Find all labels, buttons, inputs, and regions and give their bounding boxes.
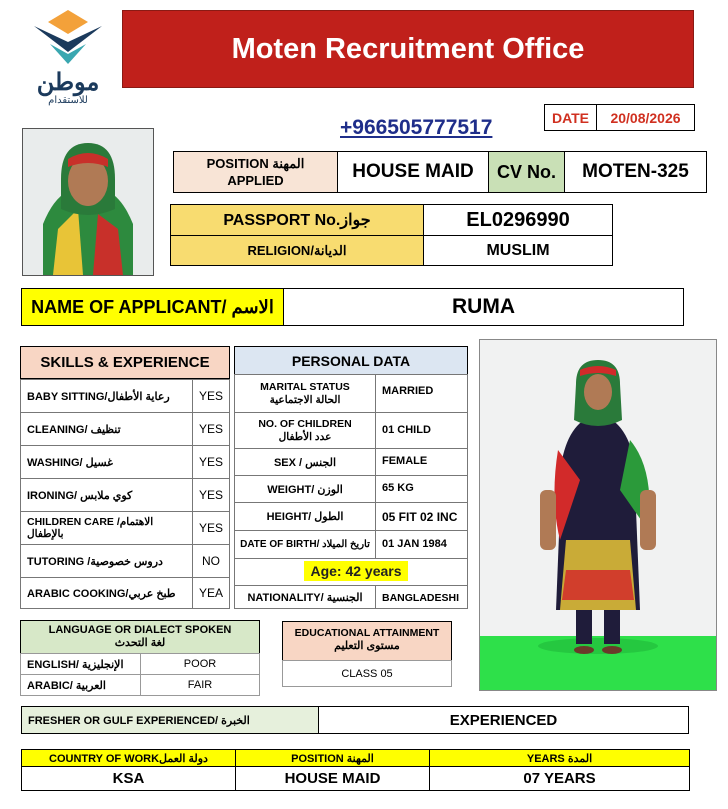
education-title-ar: مستوى التعليم xyxy=(334,640,400,652)
skill-value: YEA xyxy=(192,578,229,609)
applicant-name-value: RUMA xyxy=(283,288,684,326)
skill-value: NO xyxy=(192,545,229,578)
weight-value: 65 KG xyxy=(375,475,468,503)
skill-label: WASHING/ غسيل xyxy=(21,446,193,479)
skill-value: YES xyxy=(192,512,229,545)
religion-label: RELIGION/الديانة xyxy=(170,235,424,266)
dob-value: 01 JAN 1984 xyxy=(375,530,468,559)
experience-label: FRESHER OR GULF EXPERIENCED/ الخبرة xyxy=(21,706,319,734)
logo-mark-icon xyxy=(28,8,108,66)
language-title: LANGUAGE OR DIALECT SPOKEN xyxy=(48,624,232,636)
cv-value: MOTEN-325 xyxy=(564,151,707,193)
skill-label: BABY SITTING/رعاية الأطفال xyxy=(21,380,193,413)
skill-value: YES xyxy=(192,446,229,479)
office-title: Moten Recruitment Office xyxy=(231,32,585,65)
position-value: HOUSE MAID xyxy=(337,151,489,193)
position-label: POSITION المهنة APPLIED xyxy=(173,151,338,193)
company-logo xyxy=(28,8,108,106)
education-title: EDUCATIONAL ATTAINMENT xyxy=(294,627,440,639)
skill-label: TUTORING /دروس خصوصية xyxy=(21,545,193,578)
language-title-box xyxy=(20,620,260,654)
work-years-header: YEARS المدة xyxy=(429,749,690,767)
skill-label: CLEANING/ تنظيف xyxy=(21,413,193,446)
education-title-box xyxy=(282,621,452,661)
table-row xyxy=(21,545,230,578)
office-title-banner xyxy=(122,10,694,88)
nationality-value: BANGLADESHI xyxy=(375,585,468,609)
table-row xyxy=(21,446,230,479)
age-value: Age: 42 years xyxy=(304,561,408,581)
children-label: NO. OF CHILDREN عدد الأطفال xyxy=(234,412,376,449)
applicant-name-label: NAME OF APPLICANT/ الاسم xyxy=(21,288,284,326)
work-country-value: KSA xyxy=(21,766,236,791)
table-row xyxy=(21,578,230,609)
language-english-label: ENGLISH/ الإنجليزية xyxy=(20,653,141,675)
work-position-value: HOUSE MAID xyxy=(235,766,430,791)
date-label: DATE xyxy=(544,104,597,131)
skill-label: IRONING/ كوي ملابس xyxy=(21,479,193,512)
experience-value: EXPERIENCED xyxy=(318,706,689,734)
work-years-value: 07 YEARS xyxy=(429,766,690,791)
passport-value: EL0296990 xyxy=(423,204,613,236)
skill-value: YES xyxy=(192,380,229,413)
table-row xyxy=(21,380,230,413)
marital-status-label: MARITAL STATUS الحالة الاجتماعية xyxy=(234,374,376,413)
skill-value: YES xyxy=(192,479,229,512)
table-row xyxy=(21,512,230,545)
table-row xyxy=(21,413,230,446)
work-country-header: COUNTRY OF WORKدولة العمل xyxy=(21,749,236,767)
sex-label: SEX / الجنس xyxy=(234,448,376,476)
applicant-portrait-photo xyxy=(22,128,154,276)
cv-label: CV No. xyxy=(488,151,565,193)
religion-value: MUSLIM xyxy=(423,235,613,266)
height-value: 05 FIT 02 INC xyxy=(375,502,468,531)
marital-status-value: MARRIED xyxy=(375,374,468,413)
skill-label: ARABIC COOKING/طبخ عربي xyxy=(21,578,193,609)
logo-text: موطن xyxy=(36,69,100,96)
dob-label: DATE OF BIRTH/ تاريخ الميلاد xyxy=(234,530,376,559)
skill-value: YES xyxy=(192,413,229,446)
language-english-value: POOR xyxy=(140,653,260,675)
language-arabic-label: ARABIC/ العربية xyxy=(20,674,141,696)
logo-subtext: للاستقدام xyxy=(48,95,88,106)
education-value: CLASS 05 xyxy=(282,660,452,687)
language-title-ar: لغة التحدث xyxy=(114,637,166,649)
date-value: 20/08/2026 xyxy=(596,104,695,131)
work-position-header: POSITION المهنة xyxy=(235,749,430,767)
height-label: HEIGHT/ الطول xyxy=(234,502,376,531)
applicant-full-body-photo xyxy=(479,339,717,691)
children-value: 01 CHILD xyxy=(375,412,468,449)
skill-label: CHILDREN CARE /الاهتمام بالإطفال xyxy=(21,512,193,545)
nationality-label: NATIONALITY/ الجنسية xyxy=(234,585,376,609)
skills-title: SKILLS & EXPERIENCE xyxy=(20,346,230,379)
table-row xyxy=(21,479,230,512)
weight-label: WEIGHT/ الوزن xyxy=(234,475,376,503)
sex-value: FEMALE xyxy=(375,448,468,476)
language-arabic-value: FAIR xyxy=(140,674,260,696)
phone-number[interactable]: +966505777517 xyxy=(340,116,493,139)
personal-data-title: PERSONAL DATA xyxy=(234,346,468,375)
skills-table xyxy=(20,379,230,609)
passport-label: PASSPORT No.جواز xyxy=(170,204,424,236)
